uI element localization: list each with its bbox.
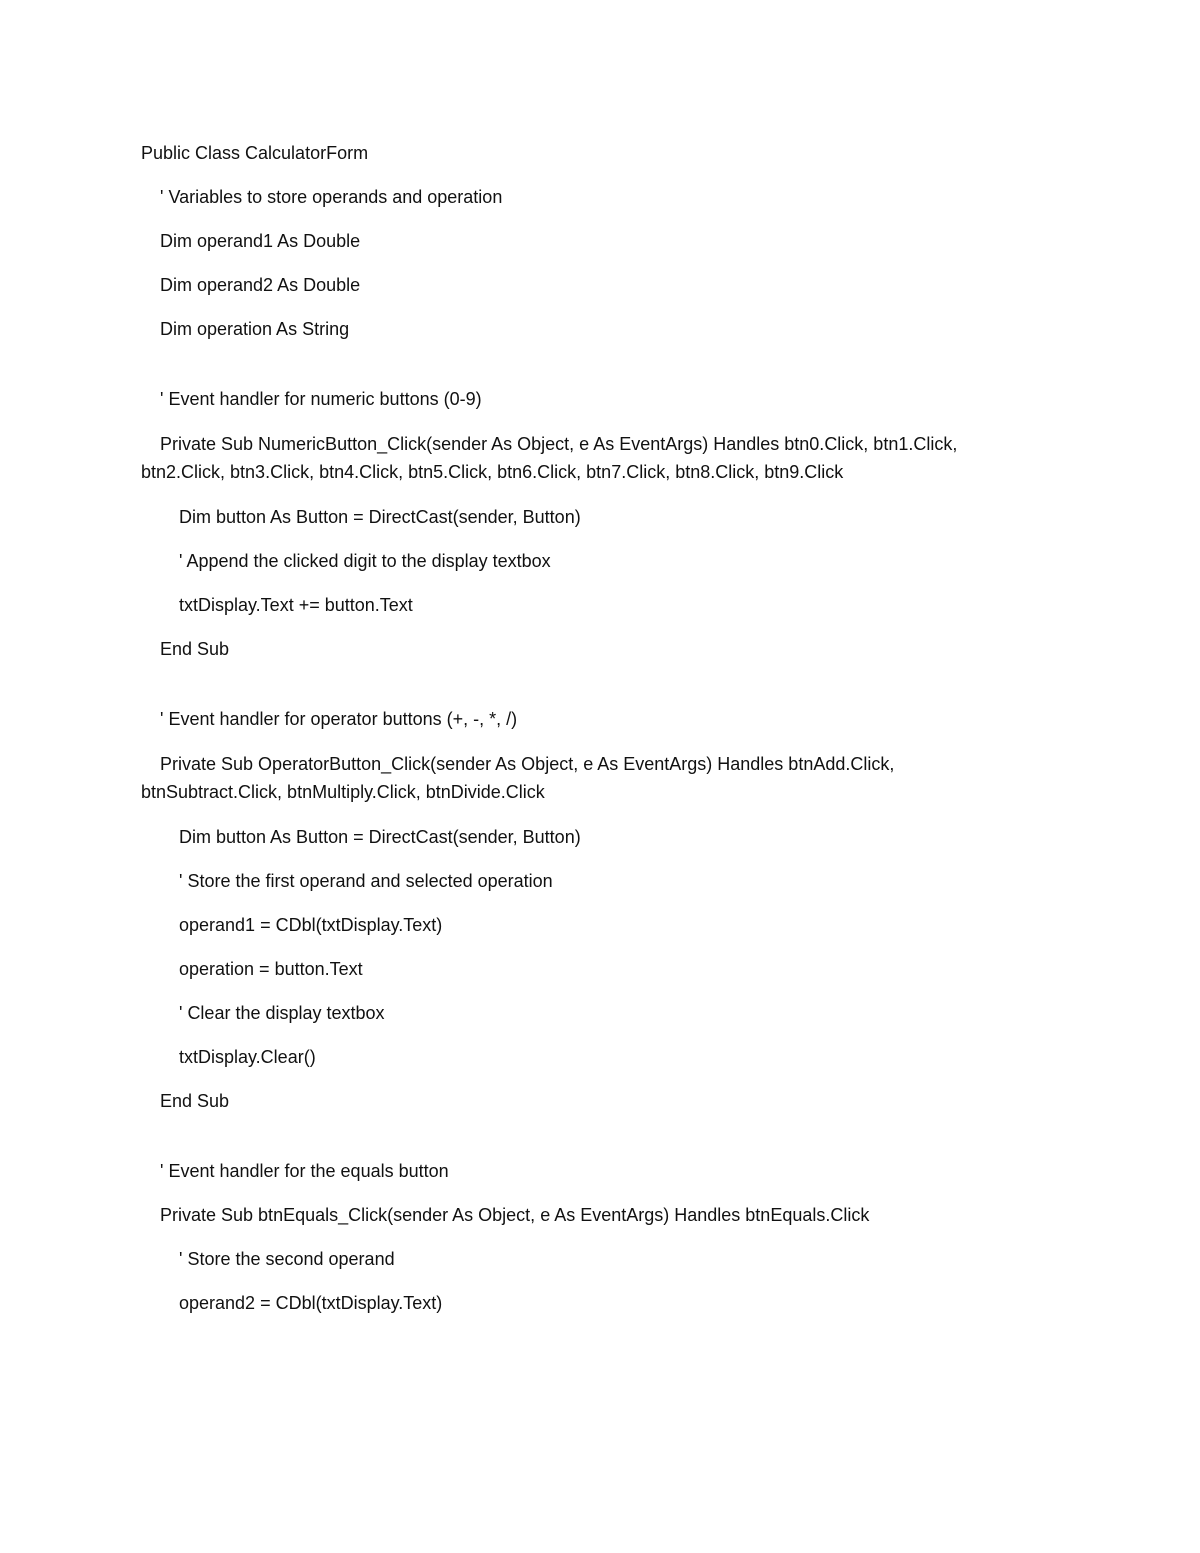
code-statement: operation = button.Text xyxy=(179,959,363,979)
comment-line: ' Event handler for numeric buttons (0-9) xyxy=(160,389,482,409)
code-statement: operand2 = CDbl(txtDisplay.Text) xyxy=(179,1293,443,1313)
comment-line: ' Clear the display textbox xyxy=(179,1003,385,1023)
comment-line: ' Store the second operand xyxy=(179,1249,395,1269)
code-statement: operand1 = CDbl(txtDisplay.Text) xyxy=(179,915,443,935)
comment-line: ' Store the first operand and selected operation xyxy=(179,871,553,891)
end-sub: End Sub xyxy=(160,1091,230,1111)
sub-declaration xyxy=(141,430,1041,486)
comment-line: ' Event handler for operator buttons (+, -, *, /) xyxy=(160,709,518,729)
sub-declaration-continuation: btnSubtract.Click, btnMultiply.Click, btnDivide.Click xyxy=(141,782,545,802)
variable-declaration: Dim operation As String xyxy=(160,319,350,339)
end-sub: End Sub xyxy=(160,639,230,659)
sub-declaration-part: Private Sub OperatorButton_Click(sender As Object, e As EventArgs) Handles btnAdd.Click, xyxy=(160,754,895,774)
sub-declaration xyxy=(141,750,1041,806)
code-statement: txtDisplay.Text += button.Text xyxy=(179,595,413,615)
class-declaration: Public Class CalculatorForm xyxy=(141,143,369,163)
sub-declaration-part: Private Sub NumericButton_Click(sender As Object, e As EventArgs) Handles btn0.Click, btn1.Click, xyxy=(160,434,958,454)
code-statement: Dim button As Button = DirectCast(sender, Button) xyxy=(179,827,581,847)
code-statement: Dim button As Button = DirectCast(sender, Button) xyxy=(179,507,581,527)
code-statement: txtDisplay.Clear() xyxy=(179,1047,316,1067)
comment-line: ' Append the clicked digit to the display textbox xyxy=(179,551,551,571)
sub-declaration-continuation: btn2.Click, btn3.Click, btn4.Click, btn5.Click, btn6.Click, btn7.Click, btn8.Click, btn9.Click xyxy=(141,462,844,482)
code-listing xyxy=(141,140,1041,1316)
comment-line: ' Variables to store operands and operation xyxy=(160,187,503,207)
sub-declaration: Private Sub btnEquals_Click(sender As Object, e As EventArgs) Handles btnEquals.Click xyxy=(160,1205,870,1225)
comment-line: ' Event handler for the equals button xyxy=(160,1161,449,1181)
variable-declaration: Dim operand1 As Double xyxy=(160,231,361,251)
variable-declaration: Dim operand2 As Double xyxy=(160,275,361,295)
